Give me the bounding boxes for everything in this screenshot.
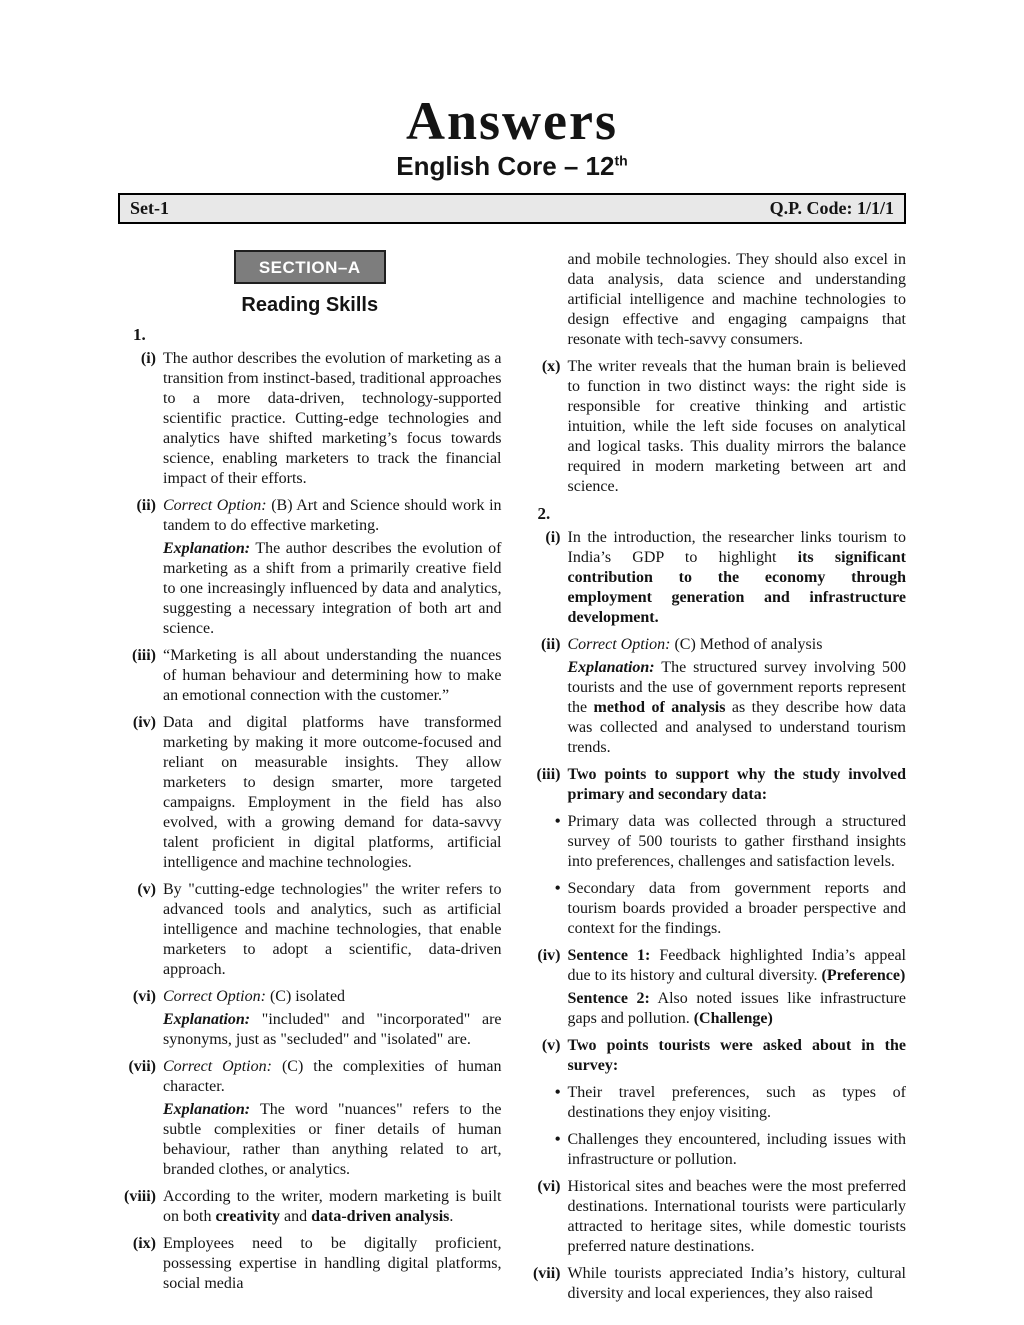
subtitle-superscript: th [614,152,628,169]
paragraph [568,1083,907,1123]
paragraph [568,635,907,655]
item-marker: (vii) [128,1058,156,1076]
text-run: Sentence 1: [567,947,651,965]
paragraph [568,1177,907,1257]
text-run: Also noted issues like infrastructure gaps and pollution. [567,990,906,1028]
item-text [163,1187,502,1227]
item-text [163,880,502,980]
section-banner: SECTION–A [234,250,386,284]
item-text [568,635,907,758]
answer-item [523,357,907,497]
answer-item [523,1264,907,1304]
text-run: . [449,1208,454,1226]
left-column [118,250,502,1301]
item-marker: (iii) [132,647,156,665]
text-run: Challenges they encountered, including issues with infrastructure or pollution. [567,1131,906,1169]
text-run: Explanation: [163,1011,251,1029]
text-run: Two points tourists were asked about in the survey: [567,1037,906,1075]
text-run: (C) the complexities of human character. [163,1058,502,1096]
right-column [523,250,907,1311]
item-marker: (vii) [532,1265,561,1283]
paragraph [568,1130,907,1170]
item-marker: (x) [541,358,561,376]
paragraph [568,879,907,939]
item-text [568,1083,907,1123]
paragraph [163,1234,502,1294]
paragraph [163,646,502,706]
paragraph [568,528,907,628]
answer-item [523,635,907,758]
text-run: data-driven analysis [311,1208,450,1226]
answer-item [118,646,502,706]
paragraph [568,989,907,1029]
paragraph [568,250,907,350]
answer-item [523,528,907,628]
answer-item [118,713,502,873]
text-run: (Preference) [821,967,906,985]
item-text [568,250,907,350]
paragraph [568,812,907,872]
paragraph [163,1187,502,1227]
text-run: Correct Option: [163,1058,272,1076]
text-run: Explanation: [567,659,655,677]
paragraph [163,539,502,639]
paragraph [163,1010,502,1050]
item-marker: (v) [541,1037,561,1055]
text-run: (C) isolated [265,988,346,1006]
text-run: Historical sites and beaches were the most preferred destinations. International tourists were particularly attracted to heritage sites, while domestic tourists preferred nature destinations. [567,1178,906,1256]
text-run: The word "nuances" refers to the subtle complexities or finer details of human behaviour, rather than anything related to art, branded clothes, or analytics. [163,1101,502,1179]
page-title: Answers [406,91,618,151]
text-run: Primary data was collected through a structured survey of 500 tourists to gather firsthand insights into preferences, challenges and satisfaction levels. [567,813,906,871]
question-number: 1. [133,325,146,345]
text-run: Correct Option: [163,988,266,1006]
item-text [163,1234,502,1294]
item-marker: (ii) [540,636,561,654]
item-text [163,1057,502,1180]
item-text [568,1130,907,1170]
paragraph [568,658,907,758]
paragraph [163,1057,502,1097]
text-run: Secondary data from government reports and tourism boards provided a broader perspective and context for the findings. [567,880,906,938]
bullet-item [523,1083,907,1123]
item-marker: (v) [137,881,156,899]
text-run: The author describes the evolution of marketing as a shift from a primarily creative field to one increasingly influenced by data and analytics, suggesting a necessary integration of both art and science. [163,540,502,638]
text-run: Data and digital platforms have transformed marketing by making it more outcome-focused and reliant on measurable insights. They allow marketers to design smarter, more targeted campaigns. Employment in the field has also evolved, with a growing demand for data-savvy talent proficient in digital platforms, artificial intelligence and machine technologies. [163,714,502,872]
text-run: "included" and "incorporated" are synonyms, just as "secluded" and "isolated" are. [163,1011,502,1049]
text-run: and mobile technologies. They should also excel in data analysis, data science and understanding artificial intelligence and machine technologies to design effective and engaging campaigns that resonate with tech-savvy consumers. [567,251,906,349]
item-text [163,646,502,706]
paragraph [568,357,907,497]
text-run: its significant contribution to the economy through employment generation and infrastructure development. [567,549,906,627]
item-marker: (i) [545,529,561,547]
item-marker: (iii) [536,766,561,784]
item-text [163,987,502,1050]
item-marker: (iv) [132,714,156,732]
set-label: Set-1 [130,198,169,219]
text-run: Employees need to be digitally proficient, possessing expertise in handling digital platforms, social media [163,1235,502,1293]
text-run: method of analysis [593,699,726,717]
item-text [568,1036,907,1076]
paragraph [568,946,907,986]
bullet-icon: • [554,880,561,898]
answer-item [523,1036,907,1076]
text-run: and [280,1208,312,1226]
paragraph [163,987,502,1007]
text-run: Two points to support why the study involved primary and secondary data: [567,766,906,804]
bullet-icon: • [554,1131,561,1149]
item-marker: (i) [140,350,156,368]
text-run: Explanation: [163,1101,251,1119]
paragraph [163,496,502,536]
paragraph [163,1100,502,1180]
bullet-icon: • [554,1084,561,1102]
item-text [568,357,907,497]
answer-item [118,496,502,639]
paragraph [163,880,502,980]
item-text [568,812,907,872]
item-text [568,1177,907,1257]
continuation-paragraph [523,250,907,350]
item-text [163,496,502,639]
text-run: (Challenge) [693,1010,773,1028]
bullet-item [523,812,907,872]
text-run: The writer reveals that the human brain is believed to function in two distinct ways: the right side is responsible for creative thinking and artistic intuition, while the left side focuses on analytical and logical tasks. This duality mirrors the balance required in modern marketing between art and science. [567,358,906,496]
text-run: as they describe how data was collected and analysed to understand tourism trends. [567,699,906,757]
item-text [568,879,907,939]
paragraph [163,349,502,489]
item-text [568,765,907,805]
paragraph [163,713,502,873]
text-run: creativity [215,1208,281,1226]
paragraph [568,1264,907,1304]
answer-item [523,946,907,1029]
item-marker: (ix) [132,1235,156,1253]
text-run: (B) Art and Science should work in tandem to do effective marketing. [163,497,502,535]
item-marker: (vi) [132,988,156,1006]
item-text [163,713,502,873]
bullet-item [523,1130,907,1170]
text-run: Their travel preferences, such as types of destinations they enjoy visiting. [567,1084,906,1122]
answer-item [523,1177,907,1257]
item-marker: (vi) [537,1178,561,1196]
text-run: “Marketing is all about understanding the nuances of human behaviour and determining how to make an emotional connection with the customer.” [163,647,502,705]
qp-code-label: Q.P. Code: 1/1/1 [769,198,894,219]
answer-item [118,1057,502,1180]
answer-item [118,880,502,980]
answer-item [118,349,502,489]
text-run: Correct Option: [163,497,267,515]
two-column-layout [118,250,906,1311]
item-text [568,1264,907,1304]
answer-item [118,1234,502,1294]
question-number: 2. [537,504,551,524]
answer-item [118,987,502,1050]
text-run: (C) Method of analysis [670,636,823,654]
text-run: Feedback highlighted India’s appeal due to its history and cultural diversity. [567,947,906,985]
answer-item [523,765,907,805]
item-text [568,528,907,628]
section-heading: Reading Skills [241,294,379,317]
subtitle-text: English Core – 12 [396,150,615,181]
text-run: In the introduction, the researcher links tourism to India’s GDP to highlight [567,529,906,567]
paragraph [568,1036,907,1076]
text-run: According to the writer, modern marketing is built on both [163,1188,502,1226]
paragraph [568,765,907,805]
set-code-bar [118,193,906,224]
page-subtitle [118,152,906,181]
item-marker: (viii) [124,1188,156,1206]
text-run: While tourists appreciated India’s history, cultural diversity and local experiences, they also raised [567,1265,906,1303]
item-marker [523,250,561,350]
item-text [568,946,907,1029]
text-run: The author describes the evolution of marketing as a transition from instinct-based, traditional approaches to a more data-driven, technology-supported scientific practice. Cutting-edge technologies and analytics have shifted marketing’s focus towards science, enabling marketers to track the financial impact of their efforts. [163,350,502,488]
item-text [163,349,502,489]
item-marker: (iv) [537,947,561,965]
text-run: By "cutting-edge technologies" the writer refers to advanced tools and analytics, such as artificial intelligence and machine technologies, that enable marketers to adopt a scientific, data-driven approach. [163,881,502,979]
text-run: Sentence 2: [567,990,650,1008]
answer-item [118,1187,502,1227]
text-run: The structured survey involving 500 tourists and the use of government reports represent the [567,659,906,717]
text-run: Correct Option: [567,636,671,654]
bullet-icon: • [554,813,561,831]
bullet-item [523,879,907,939]
item-marker: (ii) [136,497,156,515]
text-run: Explanation: [163,540,251,558]
